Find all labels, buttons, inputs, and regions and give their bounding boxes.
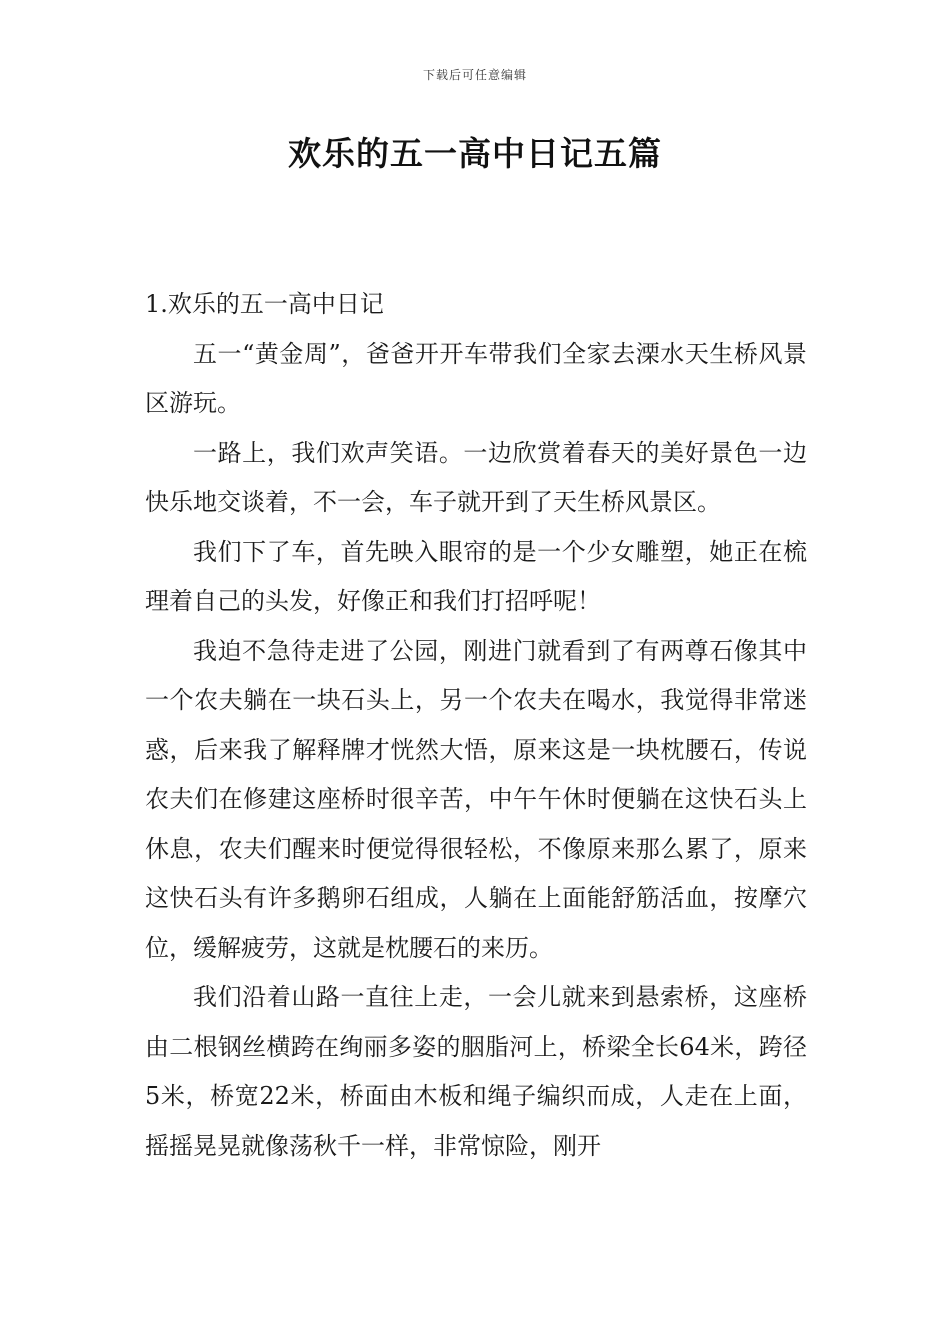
document-body (145, 280, 807, 1171)
paragraph: 我们下了车，首先映入眼帘的是一个少女雕塑，她正在梳理着自己的头发，好像正和我们打招呼呢！ (145, 537, 807, 615)
paragraph: 一路上，我们欢声笑语。一边欣赏着春天的美好景色一边快乐地交谈着，不一会，车子就开到了天生桥风景区。 (145, 438, 807, 516)
document-title: 欢乐的五一高中日记五篇 (288, 134, 662, 173)
paragraph: 我们沿着山路一直往上走，一会儿就来到悬索桥，这座桥由二根钢丝横跨在绚丽多姿的胭脂河上，桥梁全长64米，跨径5米，桥宽22米，桥面由木板和绳子编织而成，人走在上面，摇摇晃晃就像荡秋千一样，非常惊险，刚开 (145, 983, 807, 1160)
paragraph: 五一“黄金周”，爸爸开开车带我们全家去溧水天生桥风景区游玩。 (145, 339, 807, 417)
header-note: 下载后可任意编辑 (422, 68, 527, 82)
paragraph: 我迫不急待走进了公园，刚进门就看到了有两尊石像其中一个农夫躺在一块石头上，另一个农夫在喝水，我觉得非常迷惑，后来我了解释牌才恍然大悟，原来这是一块枕腰石，传说农夫们在修建这座桥时很辛苦，中午午休时便躺在这快石头上休息，农夫们醒来时便觉得很轻松，不像原来那么累了，原来这快石头有许多鹅卵石组成，人躺在上面能舒筋活血，按摩穴位，缓解疲劳，这就是枕腰石的来历。 (145, 636, 807, 962)
section-heading: 1.欢乐的五一高中日记 (145, 290, 384, 318)
